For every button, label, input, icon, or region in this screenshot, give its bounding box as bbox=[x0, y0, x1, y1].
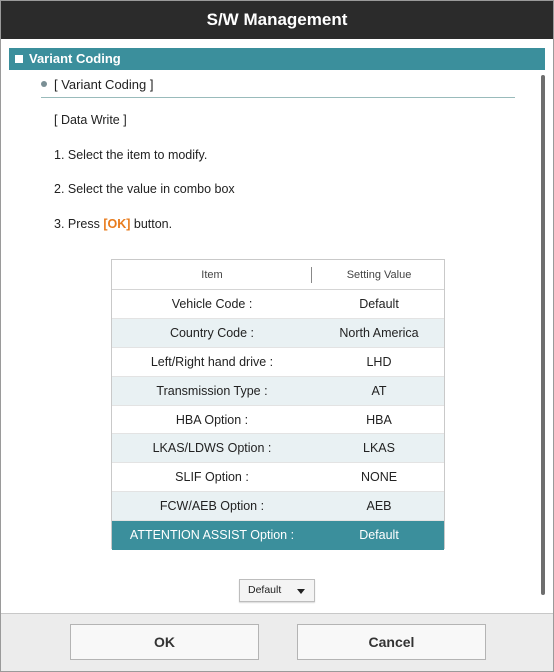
row-item: Left/Right hand drive : bbox=[150, 354, 274, 369]
table-row-selected[interactable] bbox=[112, 521, 444, 550]
square-bullet-icon bbox=[15, 55, 23, 63]
row-item: Vehicle Code : bbox=[171, 297, 253, 311]
dialog-title: S/W Management bbox=[1, 1, 553, 39]
instructions-heading: [ Data Write ] bbox=[54, 113, 127, 127]
table-row[interactable] bbox=[112, 463, 444, 492]
row-item: Country Code : bbox=[169, 325, 255, 340]
row-item: HBA Option : bbox=[175, 412, 249, 427]
ok-button[interactable]: OK bbox=[70, 624, 259, 660]
instruction-step-3 bbox=[54, 217, 172, 231]
table-row[interactable] bbox=[112, 290, 444, 319]
instruction-step-1: 1. Select the item to modify. bbox=[54, 148, 208, 162]
row-value: Default bbox=[359, 297, 399, 311]
row-value: HBA bbox=[366, 412, 392, 427]
instruction-step-2: 2. Select the value in combo box bbox=[54, 182, 235, 196]
table-row[interactable] bbox=[112, 319, 444, 348]
row-value: LHD bbox=[366, 354, 392, 369]
table-row[interactable] bbox=[112, 434, 444, 463]
variant-coding-table bbox=[111, 259, 445, 549]
step3-ok-keyword: [OK] bbox=[103, 217, 131, 231]
row-value: Default bbox=[359, 528, 399, 543]
row-value: AT bbox=[371, 383, 387, 398]
section-title: Variant Coding bbox=[29, 51, 121, 66]
row-item: LKAS/LDWS Option : bbox=[152, 441, 272, 456]
row-value: AEB bbox=[366, 499, 392, 514]
section-header bbox=[9, 48, 545, 70]
table-row[interactable] bbox=[112, 492, 444, 521]
row-value: NONE bbox=[360, 470, 398, 485]
dot-bullet-icon bbox=[41, 81, 47, 87]
table-row[interactable] bbox=[112, 377, 444, 406]
row-item: SLIF Option : bbox=[175, 470, 249, 485]
step3-suffix: button. bbox=[130, 217, 173, 231]
table-row[interactable] bbox=[112, 406, 444, 435]
dialog-footer bbox=[1, 613, 553, 672]
row-item: Transmission Type : bbox=[156, 383, 268, 398]
subsection-title: [ Variant Coding ] bbox=[54, 77, 154, 92]
setting-value-combo-box[interactable] bbox=[239, 579, 315, 602]
cancel-button[interactable]: Cancel bbox=[297, 624, 486, 660]
row-item: ATTENTION ASSIST Option : bbox=[129, 528, 295, 543]
subsection-header bbox=[41, 77, 153, 92]
column-header-item: Item bbox=[201, 269, 223, 281]
table-row[interactable] bbox=[112, 348, 444, 377]
row-item: FCW/AEB Option : bbox=[159, 499, 265, 514]
row-value: LKAS bbox=[363, 441, 395, 456]
subsection-divider bbox=[41, 97, 515, 98]
dropdown-arrow-icon bbox=[297, 589, 305, 594]
table-header bbox=[112, 260, 444, 290]
row-value: North America bbox=[339, 325, 419, 340]
step3-prefix: 3. Press bbox=[54, 217, 104, 231]
vertical-scrollbar[interactable] bbox=[541, 75, 545, 595]
combo-selected-value: Default bbox=[248, 584, 282, 596]
column-header-setting-value: Setting Value bbox=[346, 269, 412, 281]
